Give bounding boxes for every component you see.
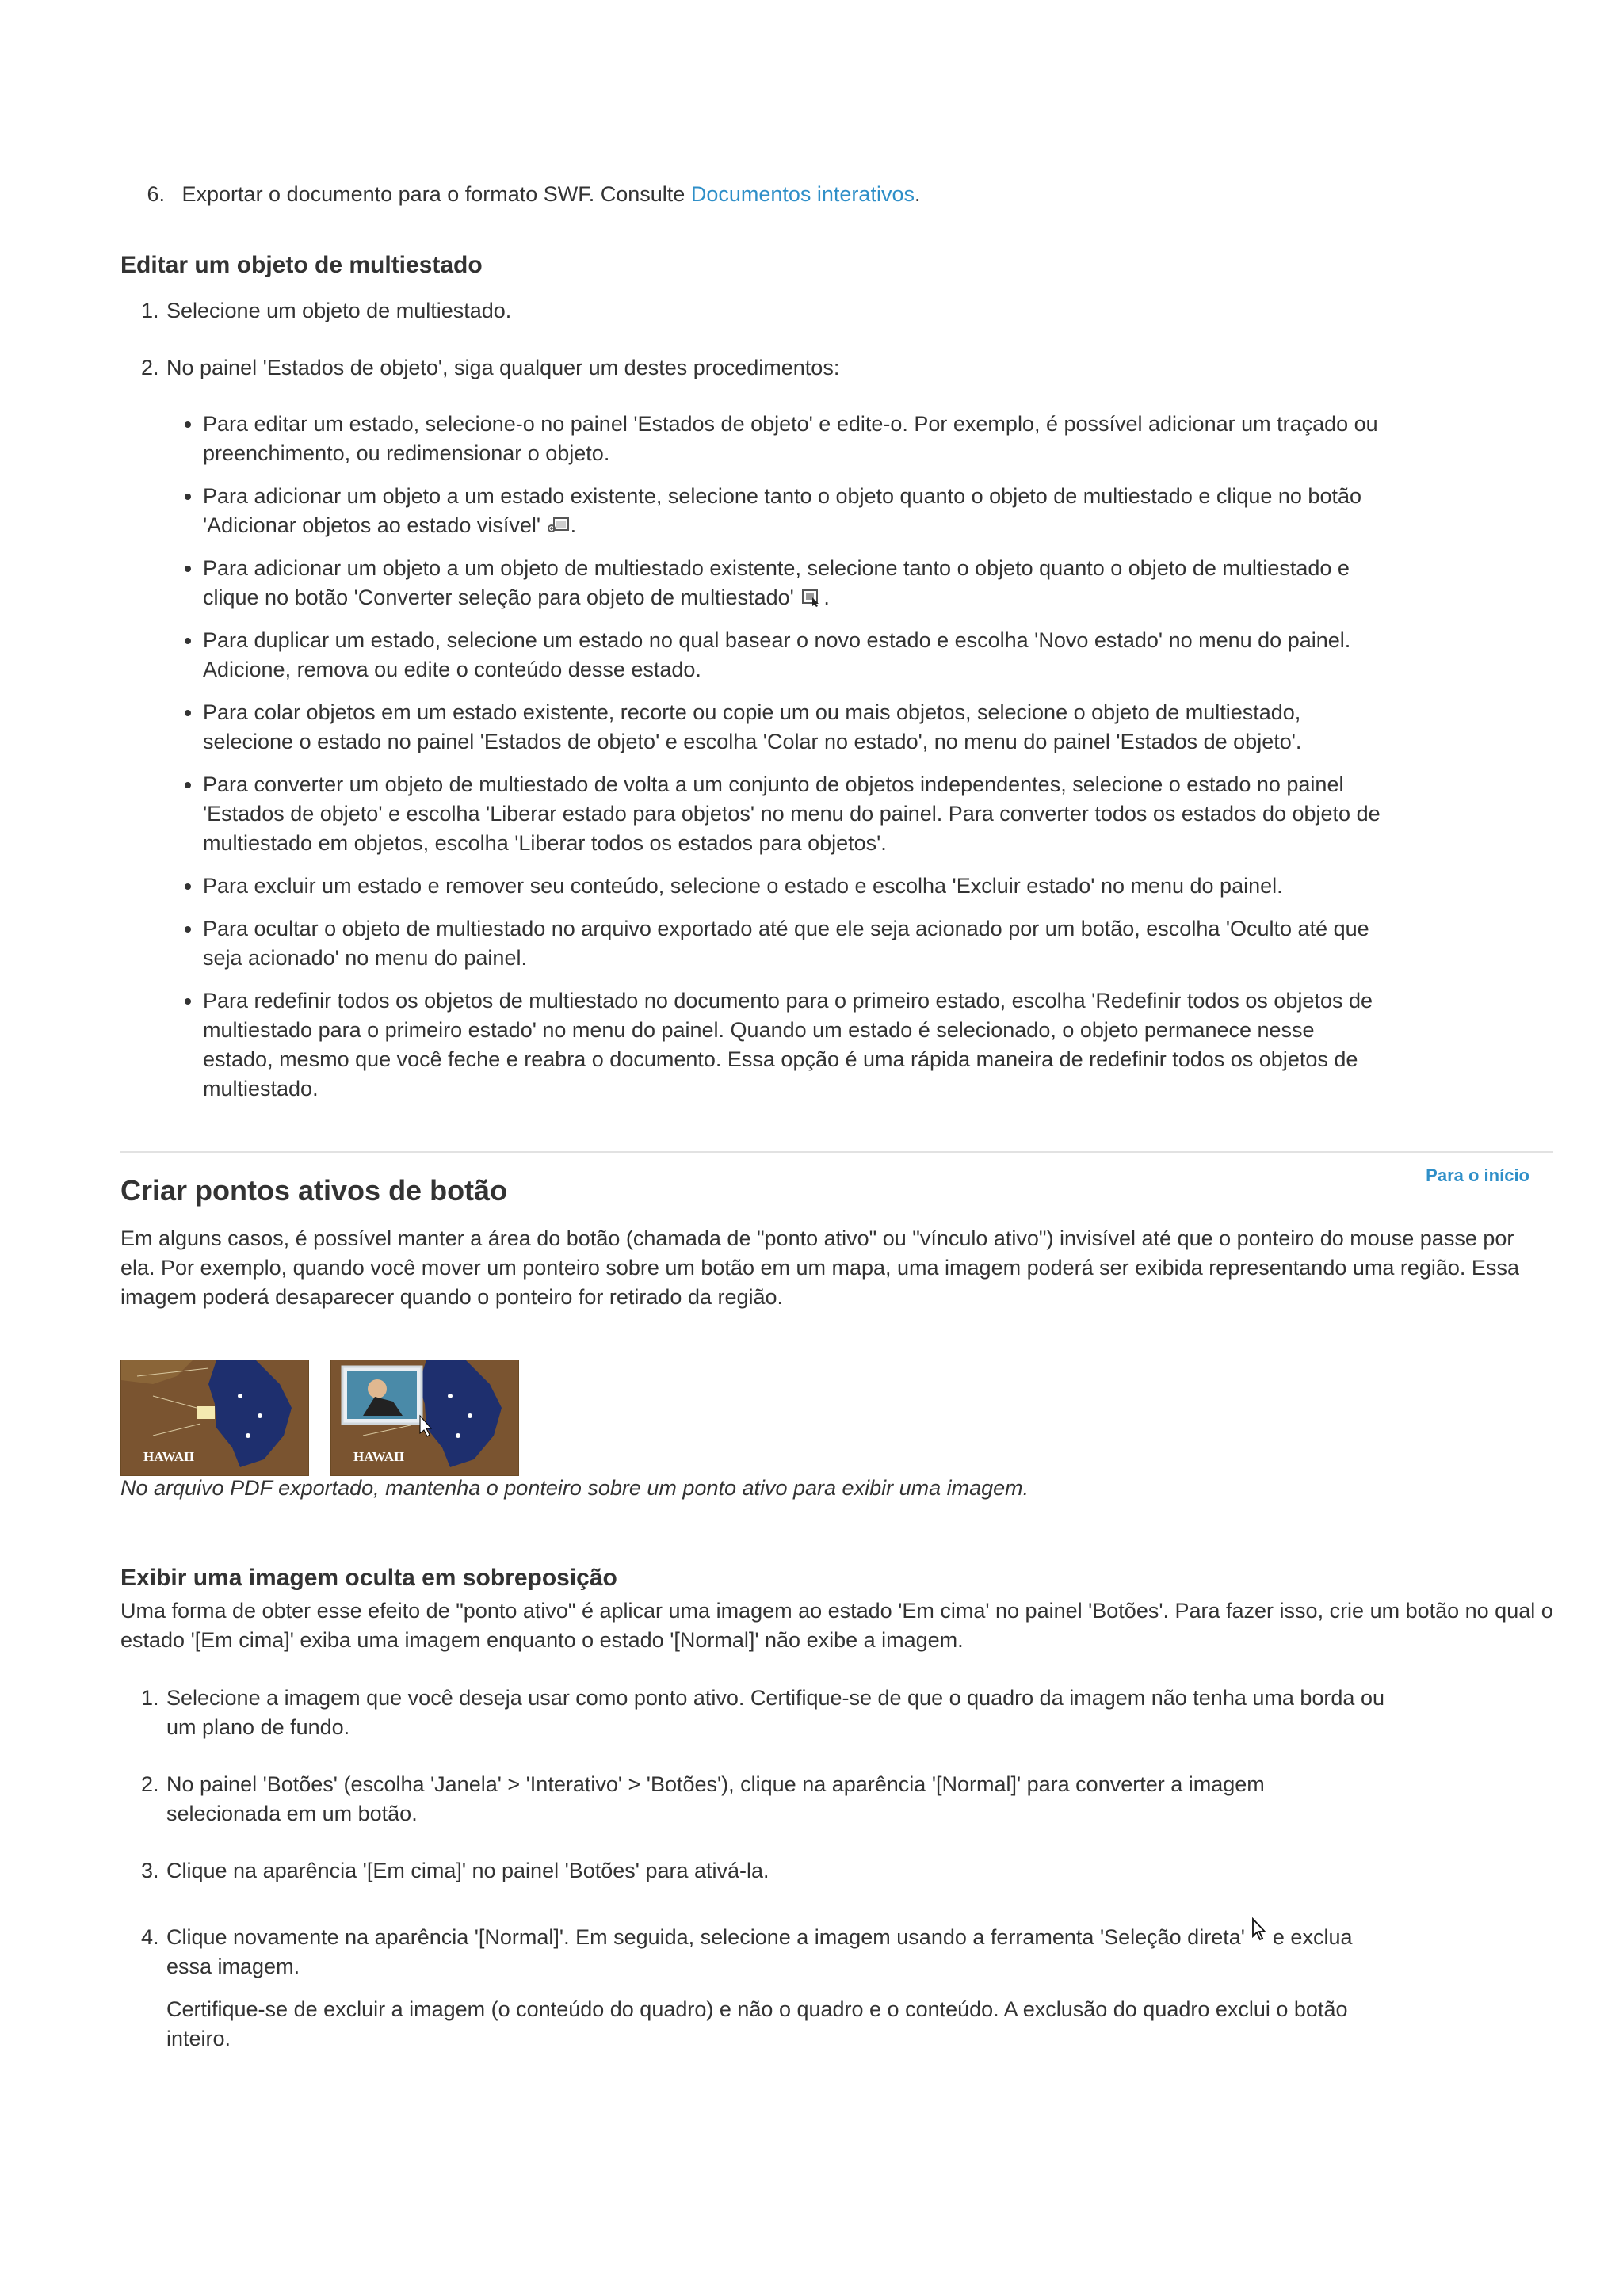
list-item-period: . (570, 513, 577, 537)
list-item: • Para excluir um estado e remover seu conteúdo, selecione o estado e escolha 'Excluir estado' no menu do painel. (203, 871, 1384, 901)
hawaii-map-hover-image (330, 1360, 519, 1476)
direct-selection-tool-icon (1251, 1917, 1266, 1943)
overlay-step-4-text: Clique novamente na aparência '[Normal]'. Em seguida, selecione a imagem usando a ferramenta 'Seleção direta' (166, 1925, 1245, 1949)
figure-caption: No arquivo PDF exportado, mantenha o ponteiro sobre um ponto ativo para exibir uma imagem. (120, 1476, 1029, 1500)
create-hotspots-heading: Criar pontos ativos de botão (120, 1174, 508, 1207)
step-6-text: Exportar o documento para o formato SWF. Consulte (181, 182, 691, 206)
edit-multistate-heading: Editar um objeto de multiestado (120, 252, 483, 278)
list-item-period: . (823, 585, 830, 609)
list-item: • Para ocultar o objeto de multiestado no arquivo exportado até que ele seja acionado por um botão, escolha 'Oculto até que seja acionado' no menu do painel. (203, 914, 1384, 973)
list-item (203, 482, 1384, 540)
edit-step-2-text: No painel 'Estados de objeto', siga qualquer um destes procedimentos: (166, 356, 840, 379)
overlay-step-4-text-end: e exclua essa imagem. (166, 1925, 1353, 1978)
hotspots-intro: Em alguns casos, é possível manter a área do botão (chamada de "ponto ativo" ou "vínculo ativo") invisível até que o ponteiro do mouse passe por ela. Por exemplo, quando você mover um ponteiro sobre um botão em um mapa, uma imagem poderá ser exibida representando uma região. Essa imagem poderá desaparecer quando o ponteiro for retirado da região. (120, 1226, 1519, 1309)
step-number: 6. (147, 182, 165, 206)
overlay-intro: Uma forma de obter esse efeito de "ponto ativo" é aplicar uma imagem ao estado 'Em cima' no painel 'Botões'. Para fazer isso, crie um botão no qual o estado '[Em cima]' exiba uma imagem enquanto o estado '[Normal]' não exibe a imagem. (120, 1599, 1553, 1652)
overlay-heading: Exibir uma imagem oculta em sobreposição (120, 1565, 617, 1591)
overlay-step-2: 2. No painel 'Botões' (escolha 'Janela' > 'Interativo' > 'Botões'), clique na aparência '[Normal]' para converter a imagem selecionada em um botão. (165, 1770, 1384, 1829)
edit-steps (120, 296, 1384, 1117)
hawaii-map-image (120, 1360, 309, 1476)
interactive-documents-link[interactable]: Documentos interativos (690, 182, 915, 206)
divider-line (120, 1151, 1553, 1153)
back-to-top-link[interactable]: Para o início (1426, 1165, 1529, 1185)
convert-to-multistate-icon (800, 585, 823, 605)
edit-options-list (166, 410, 1384, 1104)
step-6 (120, 180, 1384, 209)
section-divider (120, 1151, 1553, 1185)
list-item-text: Para adicionar um objeto a um estado existente, selecione tanto o objeto quanto o objeto de multiestado e clique no botão 'Adicionar objetos ao estado visível' (203, 484, 1361, 537)
hotspot-figures (120, 1360, 519, 1476)
overlay-step-4-note: Certifique-se de excluir a imagem (o conteúdo do quadro) e não o quadro e o conteúdo. A exclusão do quadro exclui o botão inteiro. (166, 1997, 1348, 2050)
list-item-text: Para adicionar um objeto a um objeto de multiestado existente, selecione tanto o objeto quanto o objeto de multiestado e clique no botão 'Converter seleção para objeto de multiestado' (203, 556, 1350, 609)
add-objects-to-visible-state-icon (547, 513, 571, 532)
edit-step-2 (165, 353, 1384, 1104)
map-label: HAWAII (353, 1449, 405, 1464)
overlay-step-1: 1. Selecione a imagem que você deseja usar como ponto ativo. Certifique-se de que o quadro da imagem não tenha uma borda ou um plano de fundo. (165, 1684, 1384, 1742)
step-6-period: . (914, 182, 921, 206)
list-item: • Para redefinir todos os objetos de multiestado no documento para o primeiro estado, escolha 'Redefinir todos os objetos de multiestado para o primeiro estado' no menu do painel. Quando um estado é selecionado, o objeto permanece nesse estado, mesmo que você feche e reabra o documento. Essa opção é uma rápida maneira de redefinir todos os objetos de multiestado. (203, 986, 1384, 1104)
overlay-step-4 (165, 1917, 1384, 2054)
edit-step-1: 1. Selecione um objeto de multiestado. (165, 296, 1384, 326)
list-item (203, 554, 1384, 612)
overlay-step-3: 3. Clique na aparência '[Em cima]' no painel 'Botões' para ativá-la. (165, 1856, 1384, 1886)
overlay-steps (120, 1684, 1384, 2054)
list-item: • Para colar objetos em um estado existente, recorte ou copie um ou mais objetos, selecione o objeto de multiestado, selecione o estado no painel 'Estados de objeto' e escolha 'Colar no estado', no menu do painel 'Estados de objeto'. (203, 698, 1384, 757)
map-label: HAWAII (143, 1449, 195, 1464)
list-item: • Para editar um estado, selecione-o no painel 'Estados de objeto' e edite-o. Por exemplo, é possível adicionar um traçado ou preenchimento, ou redimensionar o objeto. (203, 410, 1384, 468)
list-item: • Para duplicar um estado, selecione um estado no qual basear o novo estado e escolha 'Novo estado' no menu do painel. Adicione, remova ou edite o conteúdo desse estado. (203, 626, 1384, 685)
list-item: • Para converter um objeto de multiestado de volta a um conjunto de objetos independentes, selecione o estado no painel 'Estados de objeto' e escolha 'Liberar estado para objetos' no menu do painel. Para converter todos os estados do objeto de multiestado em objetos, escolha 'Liberar todos os estados para objetos'. (203, 770, 1384, 858)
